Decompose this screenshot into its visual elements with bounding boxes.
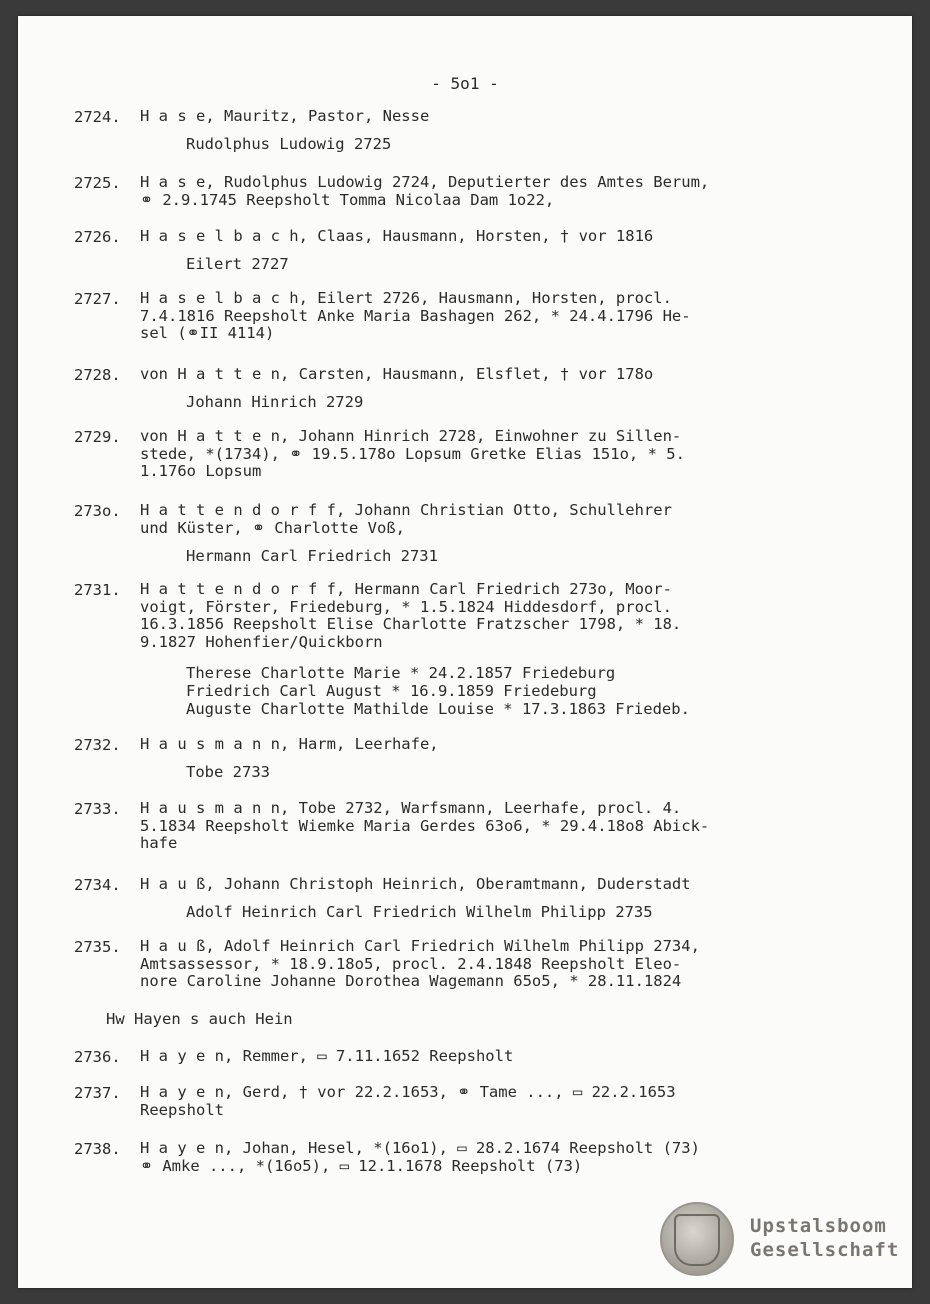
entry-number: 2727.	[74, 290, 121, 308]
entry-number: 2737.	[74, 1084, 121, 1102]
entry-number: 2725.	[74, 174, 121, 192]
society-logo	[750, 1214, 899, 1262]
entry-number: 2736.	[74, 1048, 121, 1066]
logo-line-2: Gesellschaft	[750, 1239, 900, 1261]
entry-number: 2735.	[74, 938, 121, 956]
entry-text: von H a t t e n, Carsten, Hausmann, Elsflet, † vor 178o	[140, 365, 654, 383]
entry-number: 2738.	[74, 1140, 121, 1158]
entry-children: Adolf Heinrich Carl Friedrich Wilhelm Philipp 2735	[186, 903, 653, 921]
entry-number: 2734.	[74, 876, 121, 894]
entry-number: 2731.	[74, 581, 121, 599]
entry-children: Therese Charlotte Marie * 24.2.1857 Friedeburg Friedrich Carl August * 16.9.1859 Friedeburg Auguste Charlotte Mathilde Louise * 17.3.1863 Friedeb.	[186, 664, 690, 718]
entry-text: H a t t e n d o r f f, Hermann Carl Friedrich 273o, Moor- voigt, Förster, Friedeburg, * 1.5.1824 Hiddesdorf, procl. 16.3.1856 Reepsholt Elise Charlotte Fratzscher 1798, * 18. 9.1827 Hohenfier/Quickborn	[140, 580, 682, 651]
entry-number: 273o.	[74, 502, 121, 520]
entry-text: H a s e, Mauritz, Pastor, Nesse	[140, 107, 430, 125]
entry-children: Tobe 2733	[186, 763, 270, 781]
entry-text: H a t t e n d o r f f, Johann Christian Otto, Schullehrer und Küster, ⚭ Charlotte Voß,	[140, 501, 672, 537]
entry-number: 2728.	[74, 366, 121, 384]
entry-text: H a s e l b a c h, Eilert 2726, Hausmann, Horsten, procl. 7.4.1816 Reepsholt Anke Maria Bashagen 262, * 24.4.1796 He- sel (⚭II 4114)	[140, 289, 691, 342]
entry-text: H a u s m a n n, Tobe 2732, Warfsmann, Leerhafe, procl. 4. 5.1834 Reepsholt Wiemke Maria Gerdes 63o6, * 29.4.18o8 Abick- hafe	[140, 799, 710, 852]
society-seal-icon	[660, 1202, 734, 1276]
document-page	[18, 16, 912, 1288]
entry-children: Johann Hinrich 2729	[186, 393, 364, 411]
entry-text: H a s e, Rudolphus Ludowig 2724, Deputierter des Amtes Berum, ⚭ 2.9.1745 Reepsholt Tomma Nicolaa Dam 1o22,	[140, 173, 710, 209]
entry-text: H a u ß, Adolf Heinrich Carl Friedrich Wilhelm Philipp 2734, Amtsassessor, * 18.9.18o5, procl. 2.4.1848 Reepsholt Eleo- nore Caroline Johanne Dorothea Wagemann 65o5, * 28.11.1824	[140, 937, 700, 990]
logo-line-1: Upstalsboom	[750, 1215, 887, 1237]
entry-number: 2729.	[74, 428, 121, 446]
entry-text: H a u ß, Johann Christoph Heinrich, Oberamtmann, Duderstadt	[140, 875, 691, 893]
entry-text: H a y e n, Remmer, ▭ 7.11.1652 Reepsholt	[140, 1047, 514, 1065]
page-number: - 5o1 -	[431, 74, 499, 93]
entry-number: 2724.	[74, 108, 121, 126]
entry-children: Hermann Carl Friedrich 2731	[186, 547, 438, 565]
entry-number: 2732.	[74, 736, 121, 754]
entry-children: Rudolphus Ludowig 2725	[186, 135, 392, 153]
cross-reference: Hw Hayen s auch Hein	[106, 1010, 293, 1028]
entry-number: 2733.	[74, 800, 121, 818]
entry-text: H a s e l b a c h, Claas, Hausmann, Horsten, † vor 1816	[140, 227, 654, 245]
entry-text: von H a t t e n, Johann Hinrich 2728, Einwohner zu Sillen- stede, *(1734), ⚭ 19.5.178o Lopsum Gretke Elias 151o, * 5. 1.176o Lopsum	[140, 427, 685, 480]
entry-text: H a y e n, Gerd, † vor 22.2.1653, ⚭ Tame ..., ▭ 22.2.1653 Reepsholt	[140, 1083, 676, 1119]
entry-number: 2726.	[74, 228, 121, 246]
entry-text: H a u s m a n n, Harm, Leerhafe,	[140, 735, 439, 753]
entry-text: H a y e n, Johan, Hesel, *(16o1), ▭ 28.2.1674 Reepsholt (73) ⚭ Amke ..., *(16o5), ▭ 12.1.1678 Reepsholt (73)	[140, 1139, 700, 1175]
entry-children: Eilert 2727	[186, 255, 289, 273]
